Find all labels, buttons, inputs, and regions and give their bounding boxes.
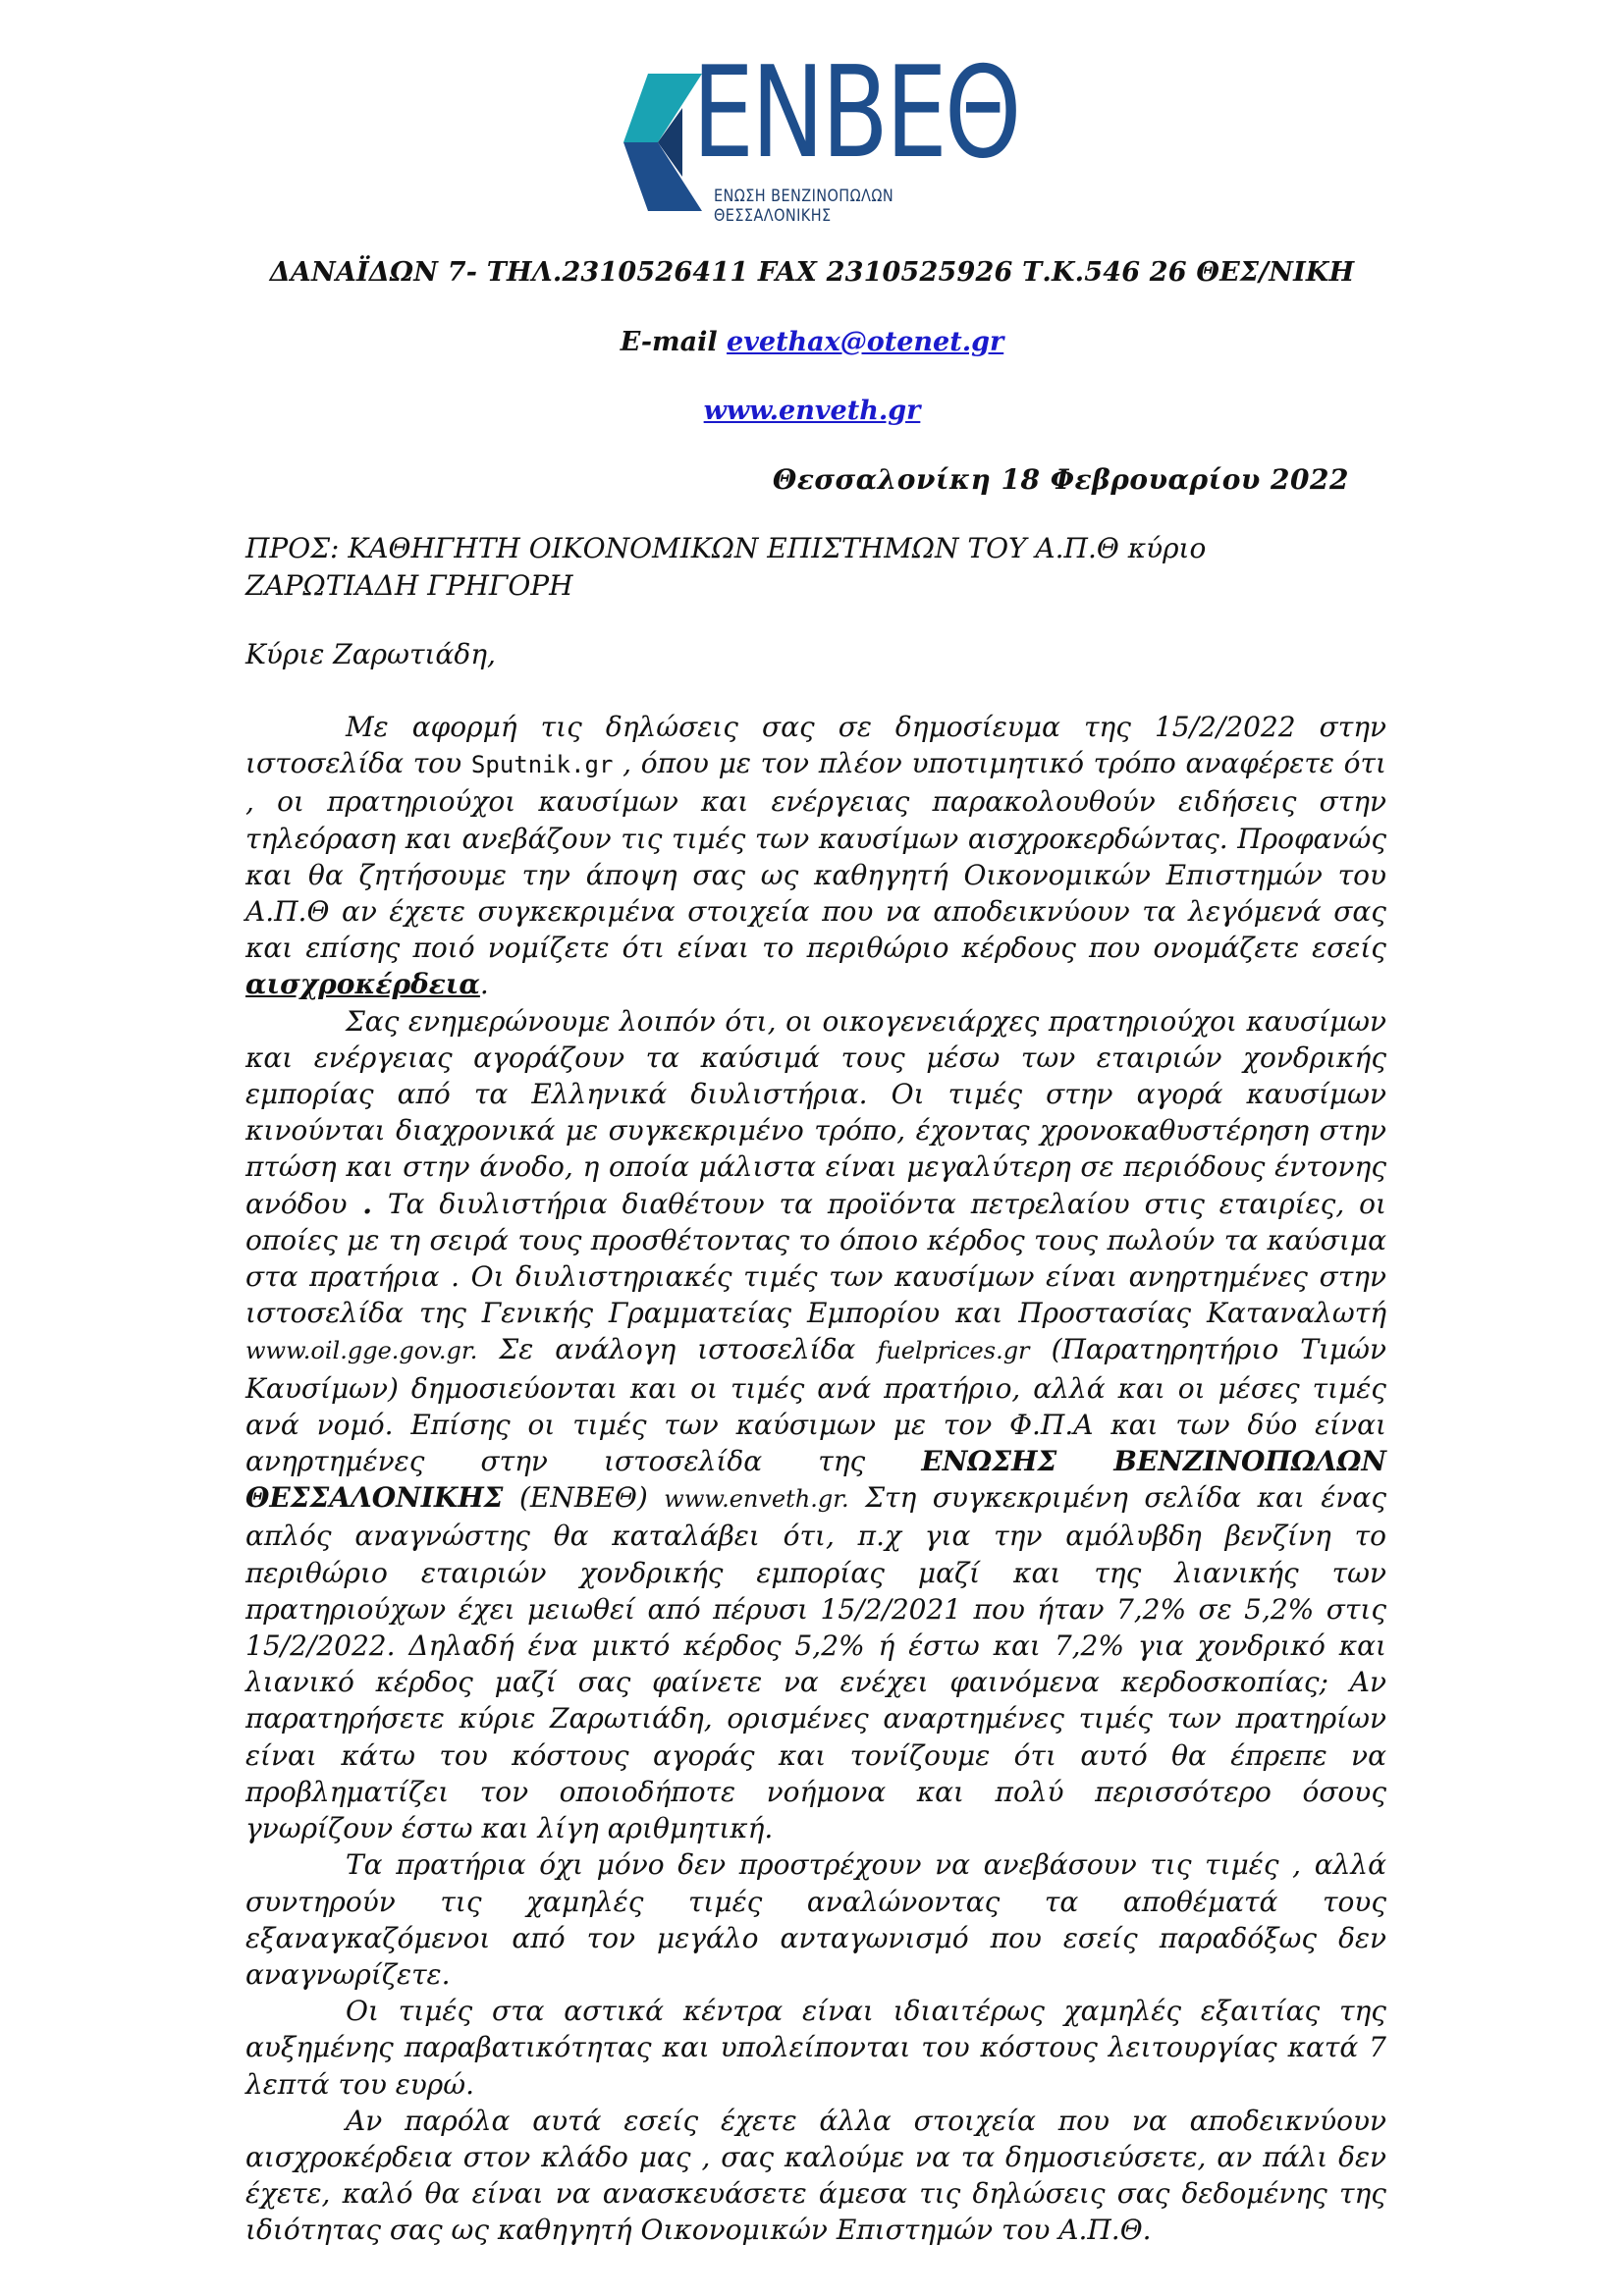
p1-sputnik: Sputnik.gr: [470, 751, 614, 779]
letter-date: Θεσσαλονίκη 18 Φεβρουαρίου 2022: [772, 463, 1349, 496]
website-link[interactable]: www.enveth.gr: [703, 396, 921, 426]
greeting: Κύριε Ζαρωτιάδη,: [245, 638, 496, 670]
recipient: ΠΡΟΣ: ΚΑΘΗΓΗΤΗ ΟΙΚΟΝΟΜΙΚΩΝ ΕΠΙΣΤΗΜΩΝ ΤΟΥ Α.Π.Θ κύριο ΖΑΡΩΤΙΑΔΗ ΓΡΗΓΟΡΗ: [245, 532, 1207, 602]
email-link[interactable]: evethax@otenet.gr: [727, 327, 1004, 357]
p2-text-3: Σε ανάλογη ιστοσελίδα: [477, 1333, 878, 1366]
p1-end: .: [479, 968, 489, 1001]
p2-fuelprices: fuelprices.gr: [877, 1337, 1030, 1365]
p2-text-6: Στη συγκεκριμένη σελίδα και ένας απλός αναγνώστης θα καταλάβει ότι, π.χ για την αμόλυβδη βενζίνη το περιθώριο εταιριών χονδρικής εμπορίας μαζί και της λιανικής των πρατηριούχων έχει μειωθεί από πέρυσι 15/2/2021 που ήταν 7,2% σε 5,2% στις 15/2/2022. Δηλαδή ένα μικτό κέρδος 5,2% ή έστω και 7,2% για χονδρικό και λιανικό κέρδος μαζί σας φαίνετε να ενέχει φαινόμενα κερδοσκοπίας; Αν παρατηρήσετε κύριε Ζαρωτιάδη, ορισμένες αναρτημένες τιμές των πρατηρίων είναι κάτω του κόστους αγοράς και τονίζουμε ότι αυτό θα έπρεπε να προβληματίζει τον οποιοδήποτε νοήμονα και πολύ περισσότερο όσους γνωρίζουν έστω και λίγη αριθμητική.: [245, 1481, 1386, 1845]
paragraph-2: [245, 1003, 1386, 1847]
p2-text-2: Τα διυλιστήρια διαθέτουν τα προϊόντα πετρελαίου στις εταιρίες, οι οποίες με τη σειρά τους προσθέτοντας το όποιο κέρδος τους πωλούν τα καύσιμα στα πρατήρια . Οι διυλιστηριακές τιμές των καυσίμων είναι ανηρτημένες στην ιστοσελίδα της Γενικής Γραμματείας Εμπορίου και Προστασίας Καταναλωτή: [245, 1187, 1387, 1330]
p2-oil-site: www.oil.gge.gov.gr.: [245, 1337, 478, 1365]
p2-dot: .: [347, 1187, 388, 1220]
paragraph-1: [245, 709, 1386, 1003]
p1-text-2: , όπου με τον πλέον υποτιμητικό τρόπο αναφέρετε ότι , οι πρατηριούχοι καυσίμων και ενέργειας παρακολουθούν ειδήσεις στην τηλεόραση και ανεβάζουν τις τιμές των καυσίμων αισχροκερδώντας. Προφανώς και θα ζητήσουμε την άποψη σας ως καθηγητή Οικονομικών Επιστημών του Α.Π.Θ αν έχετε συγκεκριμένα στοιχεία που να αποδεικνύουν τα λεγόμενά σας και επίσης ποιό νομίζετε ότι είναι το περιθώριο κέρδους που ονομάζετε εσείς: [245, 747, 1387, 965]
p2-union-name: ΕΝΩΣΗΣ ΒΕΝΖΙΝΟΠΩΛΩΝ ΘΕΣΣΑΛΟΝΙΚΗΣ: [245, 1445, 1386, 1515]
email-line: [0, 327, 1624, 357]
p1-emphasis: αισχροκέρδεια: [245, 968, 480, 1001]
email-label: E-mail: [620, 327, 728, 357]
website-line: [0, 396, 1624, 426]
p2-text-5: (ΕΝΒΕΘ): [503, 1481, 665, 1515]
letter-body: [245, 709, 1386, 2249]
p2-enveth-site: www.enveth.gr.: [664, 1485, 849, 1514]
logo-subtitle: ΕΝΩΣΗ ΒΕΝΖΙΝΟΠΩΛΩΝ ΘΕΣΣΑΛΟΝΙΚΗΣ: [714, 187, 894, 226]
paragraph-5: Αν παρόλα αυτά εσείς έχετε άλλα στοιχεία που να αποδεικνύουν αισχροκέρδεια στον κλάδο μας , σας καλούμε να τα δημοσιεύσετε, αν πάλι δεν έχετε, καλό θα είναι να ανασκευάσετε άμεσα τις δηλώσεις σας δεδομένης της ιδιότητας σας ως καθηγητή Οικονομικών Επιστημών του Α.Π.Θ.: [245, 2104, 1386, 2247]
p2-text: Σας ενημερώνουμε λοιπόν ότι, οι οικογενειάρχες πρατηριούχοι καυσίμων και ενέργειας αγοράζουν τα καύσιμά τους μέσω των εταιριών χονδρικής εμπορίας από τα Ελληνικά διυλιστήρια. Οι τιμές στην αγορά καυσίμων κινούνται διαχρονικά με συγκεκριμένο τρόπο, έχοντας χρονοκαθυστέρηση στην πτώση και στην άνοδο, η οποία μάλιστα είναι μεγαλύτερη σε περιόδους έντονης ανόδου: [245, 1004, 1386, 1220]
paragraph-4: Οι τιμές στα αστικά κέντρα είναι ιδιαιτέρως χαμηλές εξαιτίας της αυξημένης παραβατικότητας και υπολείπονται του κόστους λειτουργίας κατά 7 λεπτά του ευρώ.: [245, 1995, 1386, 2101]
p1-text: Με αφορμή τις δηλώσεις σας σε δημοσίευμα της 15/2/2022 στην ιστοσελίδα του: [245, 711, 1386, 780]
address-line: ΔΑΝΑΪΔΩΝ 7- ΤΗΛ.2310526411 FAX 2310525926 Τ.Κ.546 26 ΘΕΣ/ΝΙΚΗ: [269, 257, 1355, 288]
enveth-logo: [604, 40, 1019, 226]
paragraph-3: Τα πρατήρια όχι μόνο δεν προστρέχουν να ανεβάσουν τις τιμές , αλλά συντηρούν τις χαμηλές τιμές αναλώνοντας τα αποθέματά τους εξαναγκαζόμενοι από τον μεγάλο ανταγωνισμό που εσείς παραδόξως δεν αναγνωρίζετε.: [245, 1848, 1386, 1991]
p2-text-4: (Παρατηρητήριο Τιμών Καυσίμων) δημοσιεύονται και οι τιμές ανά πρατήριο, αλλά και οι μέσες τιμές ανά νομό. Επίσης οι τιμές των καύσιμων με τον Φ.Π.Α και των δύο είναι ανηρτημένες στην ιστοσελίδα της: [245, 1333, 1386, 1478]
logo-wordmark: ENBEΘ: [692, 40, 1019, 187]
